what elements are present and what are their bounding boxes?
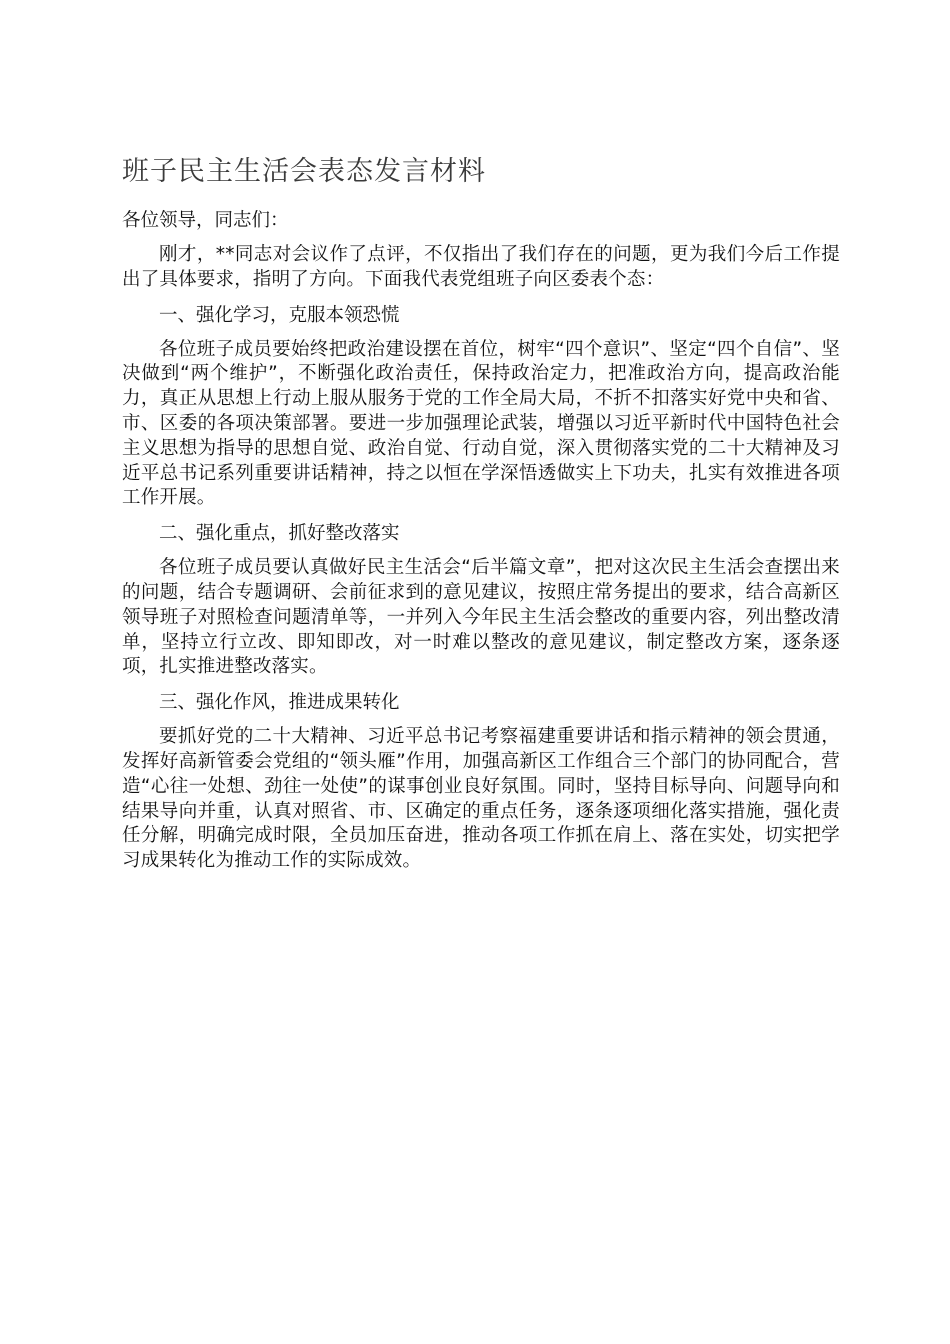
salutation: 各位领导，同志们：	[122, 210, 289, 231]
section-heading-3: 三、强化作风，推进成果转化	[159, 692, 400, 714]
document-body	[122, 152, 840, 884]
section-body-2: 各位班子成员要认真做好民主生活会“后半篇文章”，把对这次民主生活会查摆出来的问题，结合专题调研、会前征求到的意见建议，按照庄常务提出的要求，结合高新区领导班子对照检查问题清单等，一并列入今年民主生活会整改的重要内容，列出整改清单，坚持立行立改、即知即改，对一时难以整改的意见建议，制定整改方案，逐条逐项，扎实推进整改落实。	[122, 557, 840, 678]
section-body-3: 要抓好党的二十大精神、习近平总书记考察福建重要讲话和指示精神的领会贯通，发挥好高新管委会党组的“领头雁”作用，加强高新区工作组合三个部门的协同配合，营造“心往一处想、劲往一处使”的谋事创业良好氛围。同时，坚持目标导向、问题导向和结果导向并重，认真对照省、市、区确定的重点任务，逐条逐项细化落实措施，强化责任分解，明确完成时限，全员加压奋进，推动各项工作抓在肩上、落在实处，切实把学习成果转化为推动工作的实际成效。	[122, 726, 840, 872]
section-body-1: 各位班子成员要始终把政治建设摆在首位，树牢“四个意识”、坚定“四个自信”、坚决做到“两个维护”，不断强化政治责任，保持政治定力，把准政治方向，提高政治能力，真正从思想上行动上服从服务于党的工作全局大局，不折不扣落实好党中央和省、市、区委的各项决策部署。要进一步加强理论武装，增强以习近平新时代中国特色社会主义思想为指导的思想自觉、政治自觉、行动自觉，深入贯彻落实党的二十大精神及习近平总书记系列重要讲话精神，持之以恒在学深悟透做实上下功夫，扎实有效推进各项工作开展。	[122, 338, 840, 509]
section-heading-1: 一、强化学习，克服本领恐慌	[159, 304, 400, 326]
intro-paragraph: 刚才，**同志对会议作了点评，不仅指出了我们存在的问题，更为我们今后工作提出了具体要求，指明了方向。下面我代表党组班子向区委表个态：	[122, 244, 840, 290]
document-title: 班子民主生活会表态发言材料	[122, 156, 486, 187]
section-heading-2: 二、强化重点，抓好整改落实	[159, 523, 400, 545]
